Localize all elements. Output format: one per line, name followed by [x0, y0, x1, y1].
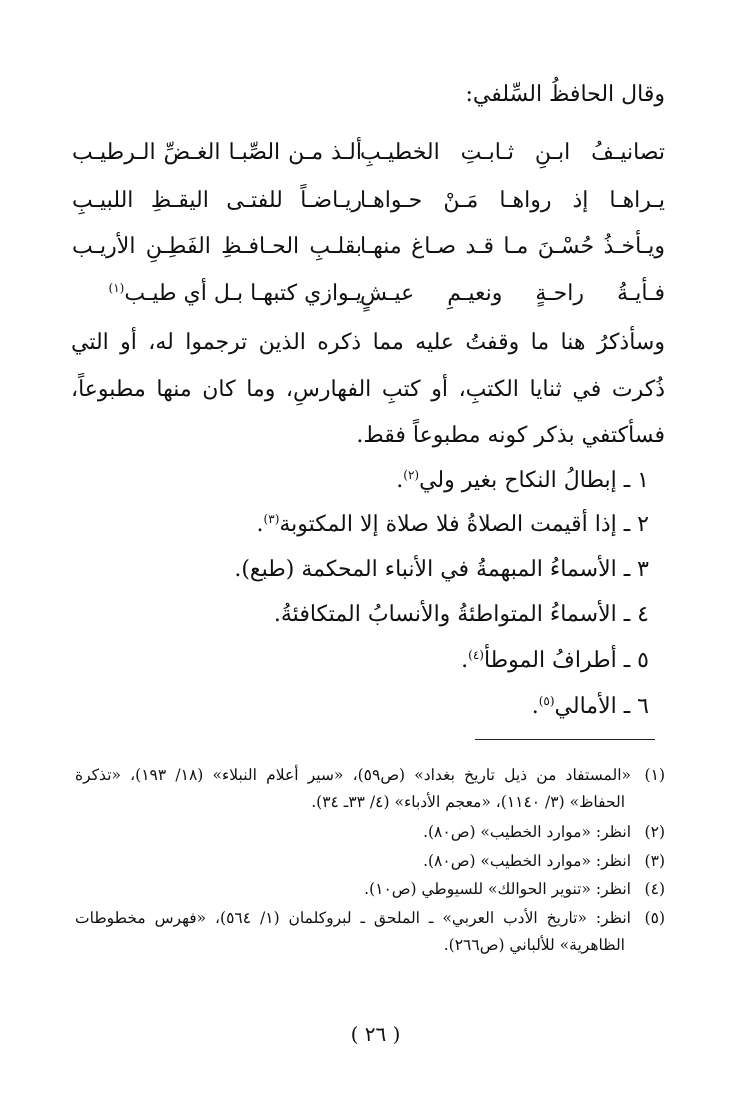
- page-number: ( ٢٦ ): [350, 1022, 401, 1046]
- footnote-5-line-2: الظاهرية» للألباني (ص٢٦٦).: [443, 936, 625, 954]
- verse-3-first-hemistich: ويـأخـذُ حُسْـنَ مـا قـد صـاغ منهـا: [360, 234, 665, 259]
- footnote-1-continued: [71, 793, 665, 811]
- footnote-5-continued: [71, 936, 665, 954]
- footnote-4-number: (٤): [644, 880, 665, 898]
- work-item-6-end: .: [531, 694, 539, 719]
- footnote-ref-3: (٣): [263, 512, 280, 526]
- footnote-5: [71, 909, 665, 927]
- footnote-4: [71, 880, 665, 898]
- footnote-4-text: انظر: «تنوير الحوالك» للسيوطي (ص١٠).: [364, 880, 631, 898]
- verse-1-first-hemistich: تصانيـفُ ابـنِ ثـابـتِ الخطيـبِ: [360, 140, 665, 165]
- footnote-1-line-1: «المستفاد من ذيل تاريخ بغداد» (ص٥٩)، «سير أعلام النبلاء» (١٨/ ١٩٣)، «تذكرة: [75, 766, 632, 784]
- verse-2-second-hemistich: ريـاضـاً للفتـى اليقـظِ اللبيـبِ: [72, 188, 362, 213]
- footnote-2-text: انظر: «موارد الخطيب» (ص٨٠).: [423, 823, 631, 841]
- footnote-5-line-1: انظر: «تاريخ الأدب العربي» ـ الملحق ـ لبروكلمان (١/ ٥٦٤)، «فهرس مخطوطات: [75, 909, 631, 927]
- work-item-2-text: ٢ ـ إذا أقيمت الصلاةُ فلا صلاة إلا المكتوبة: [279, 512, 649, 537]
- intro-line: وقال الحافظُ السِّلفي:: [465, 82, 665, 107]
- footnote-ref-1: (١): [108, 281, 125, 295]
- work-item-2: [257, 512, 649, 537]
- verse-4-second-hemistich: [72, 281, 362, 306]
- verse-4-second-text: يـوازي كتبهـا بـل أي طيـب: [124, 281, 362, 306]
- footnote-3-text: انظر: «موارد الخطيب» (ص٨٠).: [423, 852, 631, 870]
- footnote-ref-4: (٤): [468, 648, 484, 662]
- work-item-4: ٤ ـ الأسماءُ المتواطئةُ والأنسابُ المتكافئةُ.: [273, 602, 649, 627]
- footnote-separator: [475, 739, 655, 740]
- work-item-5-end: .: [461, 648, 469, 673]
- footnote-ref-5: (٥): [538, 694, 555, 708]
- paragraph-line-2: ذُكرت في ثنايا الكتبِ، أو كتبِ الفهارسِ، وما كان منها مطبوعاً،: [71, 377, 665, 402]
- paragraph-line-1: وسأذكرُ هنا ما وقفتُ عليه مما ذكره الذين ترجموا له، أو التي: [71, 330, 665, 355]
- work-item-6: [532, 694, 649, 719]
- work-item-5: [461, 648, 649, 673]
- work-item-1-text: ١ ـ إبطالُ النكاح بغير ولي: [419, 468, 649, 493]
- verse-1-second-hemistich: ألـذ مـن الصِّبـا الغـضِّ الـرطيـب: [72, 140, 362, 165]
- footnote-3-number: (٣): [644, 852, 665, 870]
- footnote-1-line-2: الحفاظ» (٣/ ١١٤٠)، «معجم الأدباء» (٤/ ٣٣ـ ٣٤).: [311, 793, 625, 811]
- verse-2-first-hemistich: يـراهـا إذ رواهـا مَـنْ حـواهـا: [360, 188, 665, 213]
- verse-4-first-hemistich: فـأيـةُ راحـةٍ ونعيـمِ عيـشٍ: [360, 281, 665, 306]
- footnote-1: [71, 766, 665, 784]
- work-item-6-text: ٦ ـ الأمالي: [554, 694, 649, 719]
- paragraph-line-3: فسأكتفي بذكر كونه مطبوعاً فقط.: [356, 423, 665, 448]
- work-item-2-end: .: [256, 512, 264, 537]
- footnote-3: [71, 852, 665, 870]
- work-item-3: ٣ ـ الأسماءُ المبهمةُ في الأنباء المحكمة (طبع).: [234, 557, 649, 582]
- footnote-5-number: (٥): [644, 909, 665, 927]
- footnote-2: [71, 823, 665, 841]
- footnote-1-number: (١): [644, 766, 665, 784]
- work-item-1-end: .: [396, 468, 404, 493]
- footnote-ref-2: (٢): [403, 468, 420, 482]
- verse-3-second-hemistich: بقلـبِ الحـافـظِ الفَطِـنِ الأريـب: [72, 234, 362, 259]
- work-item-5-text: ٥ ـ أطرافُ الموطأ: [483, 648, 649, 673]
- work-item-1: [396, 468, 649, 493]
- footnote-2-number: (٢): [644, 823, 665, 841]
